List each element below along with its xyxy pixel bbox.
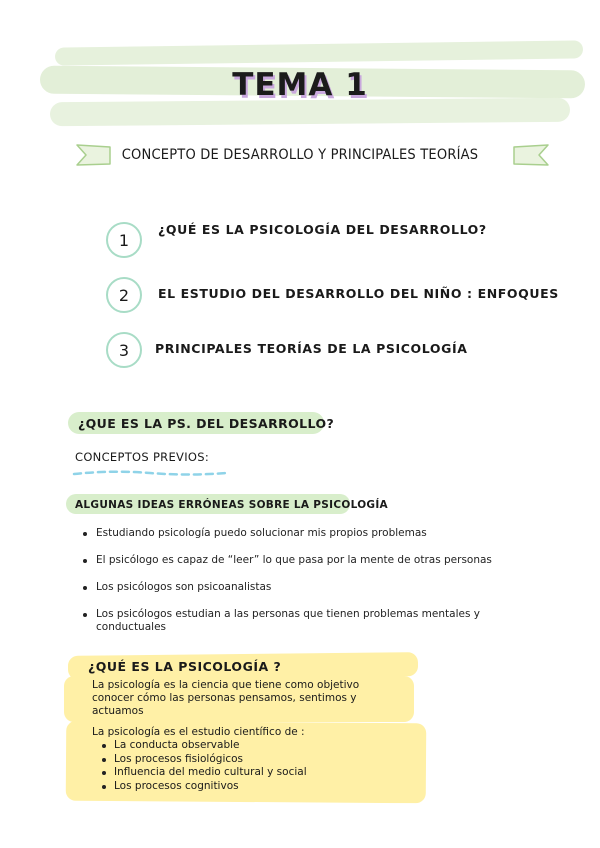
box-study-intro: La psicología es el estudio científico de : — [92, 726, 305, 738]
list-item: Estudiando psicología puedo solucionar mis propios problemas — [80, 527, 510, 540]
list-item: Influencia del medio cultural y social — [100, 766, 307, 780]
list-item: El psicólogo es capaz de “leer” lo que pasa por la mente de otras personas — [80, 554, 510, 567]
list-item: Los procesos fisiológicos — [100, 753, 307, 767]
page-title: TEMA 1 — [232, 67, 368, 103]
ideas-title: ALGUNAS IDEAS ERRÓNEAS SOBRE LA PSICOLOGÍA — [75, 499, 388, 511]
study-list — [100, 739, 307, 793]
index-number-2: 2 — [106, 277, 142, 313]
index-item-3: PRINCIPALES TEORÍAS DE LA PSICOLOGÍA — [155, 341, 468, 356]
list-item: La conducta observable — [100, 739, 307, 753]
dashed-underline — [72, 468, 228, 478]
page-subtitle: CONCEPTO DE DESARROLLO Y PRINCIPALES TEORÍAS — [121, 147, 479, 163]
list-item: Los psicólogos estudian a las personas que tienen problemas mentales y conductuales — [80, 608, 510, 634]
box-title: ¿QUÉ ES LA PSICOLOGÍA ? — [88, 659, 282, 674]
ideas-list — [80, 527, 510, 634]
list-item: Los procesos cognitivos — [100, 780, 307, 794]
box-definition: La psicología es la ciencia que tiene como objetivo conocer cómo las personas pensamos, sentimos y actuamos — [92, 679, 360, 717]
index-item-2: EL ESTUDIO DEL DESARROLLO DEL NIÑO : ENFOQUES — [158, 286, 559, 301]
index-item-1: ¿QUÉ ES LA PSICOLOGÍA DEL DESARROLLO? — [158, 222, 487, 237]
section-title: ¿QUE ES LA PS. DEL DESARROLLO? — [78, 416, 335, 431]
list-item: Los psicólogos son psicoanalistas — [80, 581, 510, 594]
index-number-1: 1 — [106, 222, 142, 258]
previous-concepts-label: CONCEPTOS PREVIOS: — [75, 450, 210, 464]
header-brush-stroke — [55, 40, 583, 65]
index-number-3: 3 — [106, 332, 142, 368]
